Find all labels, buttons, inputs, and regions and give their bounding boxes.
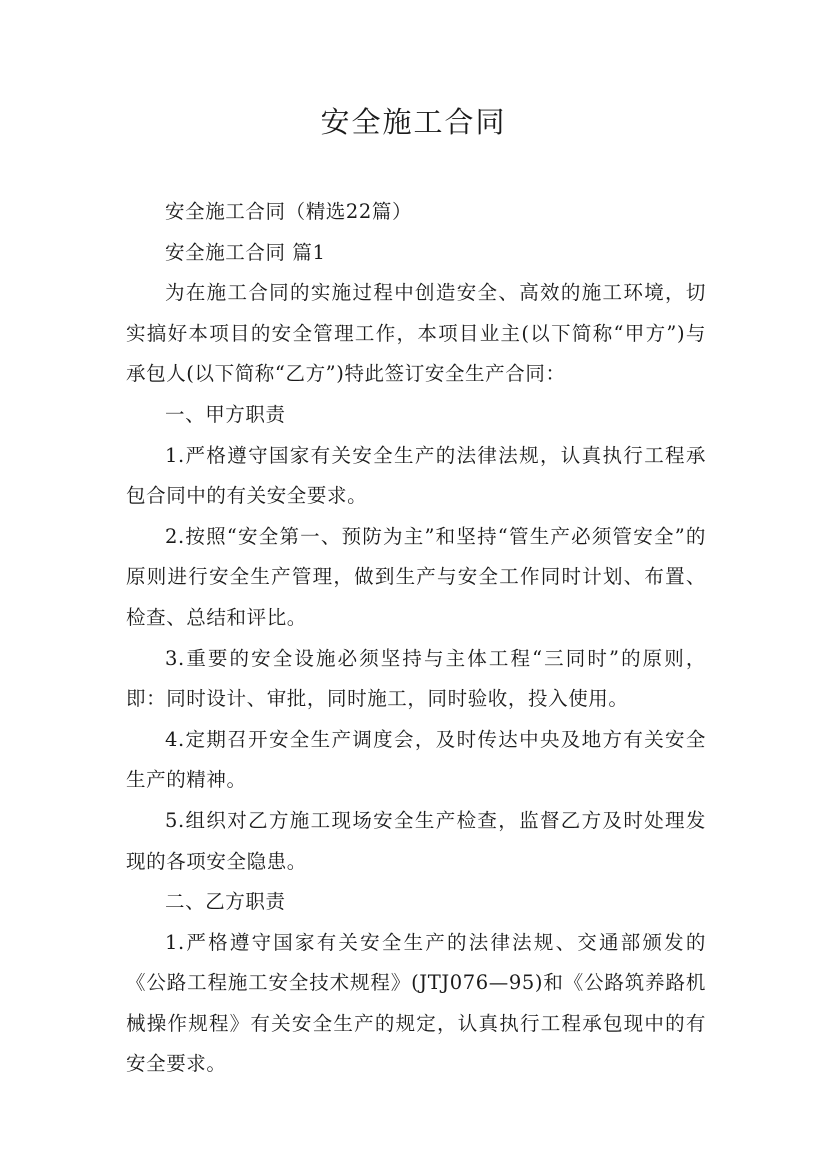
paragraph-item: 5.组织对乙方施工现场安全生产检查，监督乙方及时处理发现的各项安全隐患。 <box>126 808 706 873</box>
paragraph-heading-party-a: 一、甲方职责 <box>165 402 286 426</box>
paragraph-item: 2.按照“安全第一、预防为主”和坚持“管生产必须管安全”的原则进行安全生产管理，做到生产与安全工作同时计划、布置、检查、总结和评比。 <box>126 524 706 629</box>
paragraph-heading-party-b: 二、乙方职责 <box>165 890 286 914</box>
document-body <box>126 192 706 1085</box>
document-title: 安全施工合同 <box>320 105 507 139</box>
paragraph-item: 1.严格遵守国家有关安全生产的法律法规，认真执行工程承包合同中的有关安全要求。 <box>126 443 706 508</box>
paragraph-subtitle: 安全施工合同（精选22篇） <box>165 200 413 223</box>
paragraph-intro: 为在施工合同的实施过程中创造安全、高效的施工环境，切实搞好本项目的安全管理工作，本项目业主(以下简称“甲方”)与承包人(以下简称“乙方”)特此签订安全生产合同： <box>126 281 706 386</box>
paragraph-item: 3.重要的安全设施必须坚持与主体工程“三同时”的原则，即：同时设计、审批，同时施工，同时验收，投入使用。 <box>126 646 706 711</box>
paragraph-section-heading: 安全施工合同 篇1 <box>165 240 326 264</box>
paragraph-item: 1.严格遵守国家有关安全生产的法律法规、交通部颁发的《公路工程施工安全技术规程》(JTJ076—95)和《公路筑养路机械操作规程》有关安全生产的规定，认真执行工程承包现中的有安全要求。 <box>126 930 706 1076</box>
paragraph-item: 4.定期召开安全生产调度会，及时传达中央及地方有关安全生产的精神。 <box>126 727 706 792</box>
